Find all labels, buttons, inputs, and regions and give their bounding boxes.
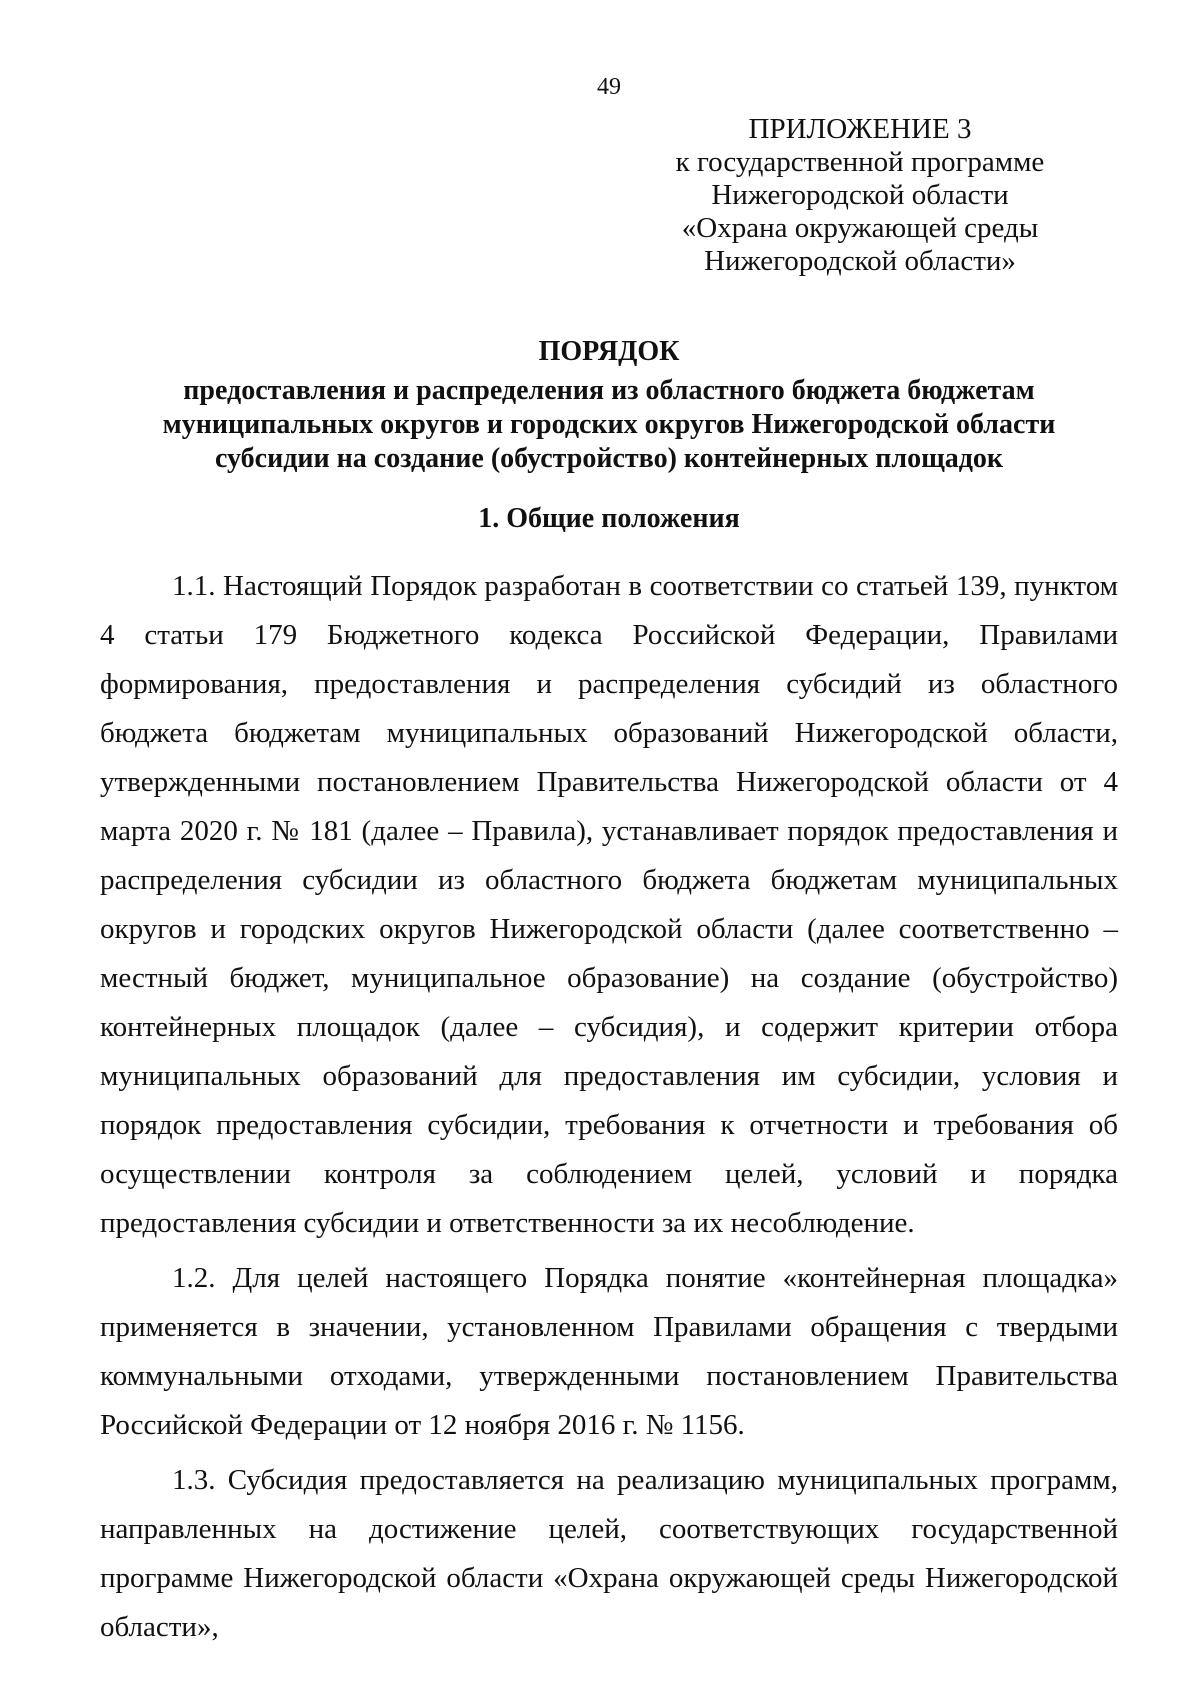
- appendix-line: Нижегородской области: [711, 179, 1009, 211]
- subtitle-line: предоставления и распределения из областного бюджета бюджетам: [183, 375, 1035, 406]
- appendix-line: к государственной программе: [675, 146, 1045, 178]
- appendix-line: «Охрана окружающей среды: [681, 212, 1039, 244]
- section-title: 1. Общие положения: [478, 503, 740, 534]
- paragraph: 1.3. Субсидия предоставляется на реализацию муниципальных программ, направленных на достижение целей, соответствующих государственной программе Нижегородской области «Охрана окружающей среды Нижегородской области»,: [100, 1464, 1118, 1643]
- document-subtitle: [100, 374, 1118, 476]
- subtitle-line: субсидии на создание (обустройство) контейнерных площадок: [214, 443, 1004, 474]
- document-body: [100, 562, 1118, 1652]
- appendix-header: [640, 113, 1080, 278]
- subtitle-line: муниципальных округов и городских округов Нижегородской области: [162, 409, 1056, 440]
- appendix-line: Нижегородской области»: [704, 245, 1016, 277]
- paragraph: 1.1. Настоящий Порядок разработан в соответствии со статьей 139, пунктом 4 статьи 179 Бюджетного кодекса Российской Федерации, Правилами формирования, предоставления и распределения субсидий из областного бюджета бюджетам муниципальных образований Нижегородской области, утвержденными постановлением Правительства Нижегородской области от 4 марта 2020 г. № 181 (далее – Правила), устанавливает порядок предоставления и распределения субсидии из областного бюджета бюджетам муниципальных округов и городских округов Нижегородской области (далее соответственно – местный бюджет, муниципальное образование) на создание (обустройство) контейнерных площадок (далее – субсидия), и содержит критерии отбора муниципальных образований для предоставления им субсидии, условия и порядок предоставления субсидии, требования к отчетности и требования об осуществлении контроля за соблюдением целей, условий и порядка предоставления субсидии и ответственности за их несоблюдение.: [100, 570, 1118, 1239]
- page-number: 49: [597, 74, 621, 100]
- appendix-line: ПРИЛОЖЕНИЕ 3: [748, 113, 972, 145]
- paragraph: 1.2. Для целей настоящего Порядка понятие «контейнерная площадка» применяется в значении, установленном Правилами обращения с твердыми коммунальными отходами, утвержденными постановлением Правительства Российской Федерации от 12 ноября 2016 г. № 1156.: [100, 1262, 1118, 1441]
- document-title: ПОРЯДОК: [538, 336, 680, 367]
